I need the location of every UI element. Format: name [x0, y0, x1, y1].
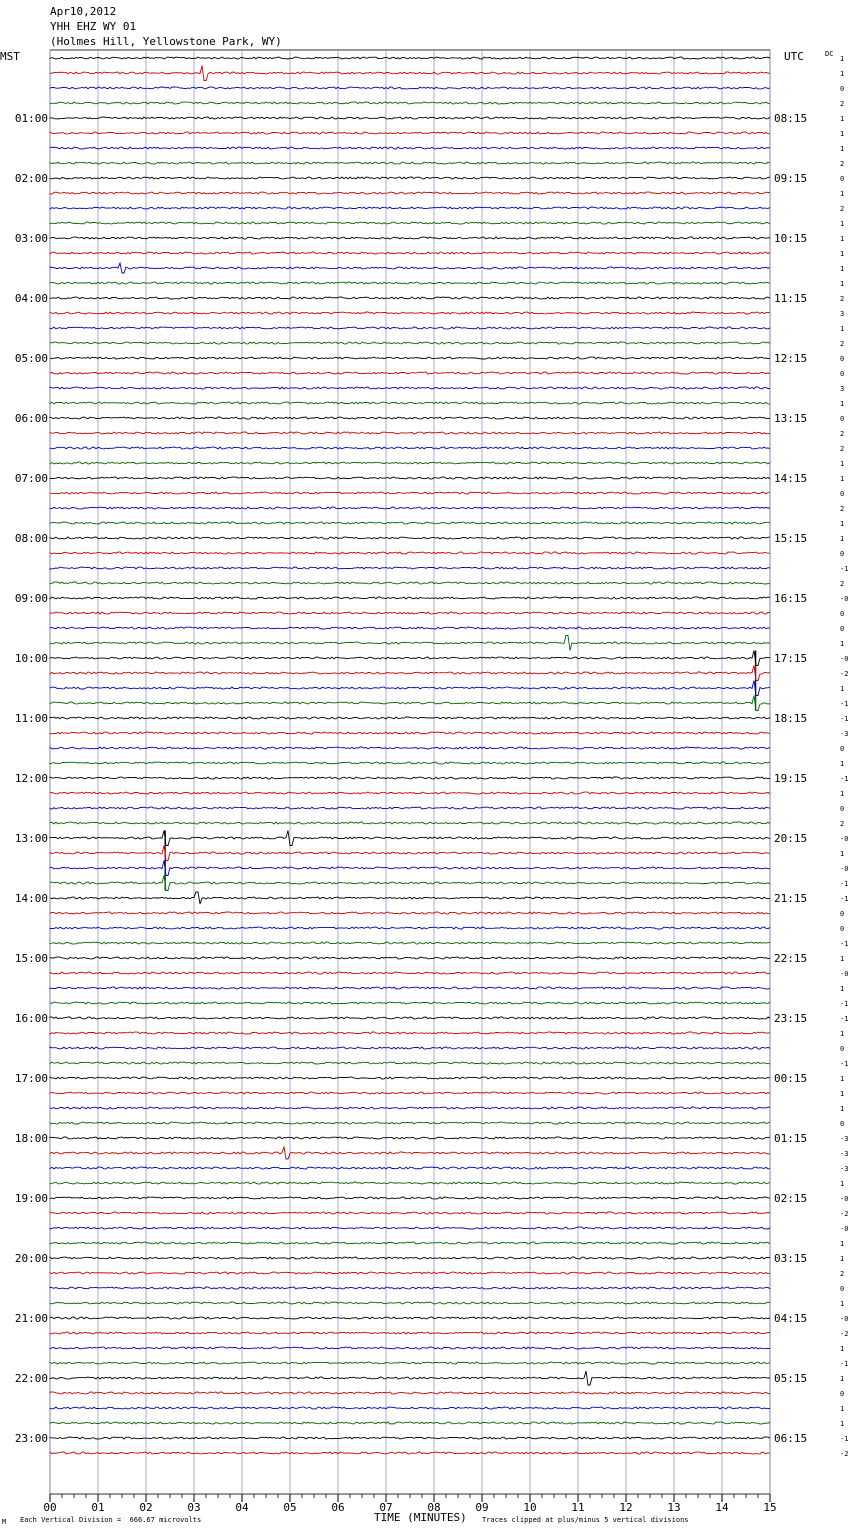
trace-line — [50, 846, 770, 861]
mst-hour-label: 23:00 — [14, 1432, 48, 1445]
trace-line — [50, 1287, 770, 1289]
dc-offset-label: -2 — [840, 1450, 849, 1458]
trace-line — [50, 1257, 770, 1259]
utc-hour-label: 03:15 — [774, 1252, 808, 1265]
dc-offset-label: 1 — [840, 790, 845, 798]
trace-line — [50, 1362, 770, 1364]
x-tick-label: 02 — [139, 1501, 153, 1514]
trace-line — [50, 417, 770, 419]
trace-line — [50, 861, 770, 876]
dc-offset-label: 0 — [840, 85, 845, 93]
utc-hour-label: 20:15 — [774, 832, 808, 845]
mst-hour-label: 21:00 — [14, 1312, 48, 1325]
dc-offset-label: 1 — [840, 535, 845, 543]
trace-line — [50, 1212, 770, 1214]
trace-line — [50, 1107, 770, 1109]
dc-offset-label: 0 — [840, 925, 845, 933]
dc-offset-label: 1 — [840, 265, 845, 273]
dc-offset-label: 0 — [840, 415, 845, 423]
dc-offset-label: 1 — [840, 1240, 845, 1248]
x-tick-label: 14 — [715, 1501, 729, 1514]
trace-line — [50, 876, 770, 891]
mst-hour-label: 13:00 — [14, 832, 48, 845]
dc-offset-label: 0 — [840, 805, 845, 813]
trace-line — [50, 1422, 770, 1424]
mst-hour-label: 05:00 — [14, 352, 48, 365]
dc-offset-label: 0 — [840, 550, 845, 558]
dc-offset-label: -1 — [840, 1060, 849, 1068]
dc-offset-label: -1 — [840, 940, 849, 948]
dc-offset-label: -0 — [840, 835, 849, 843]
utc-hour-label: 19:15 — [774, 772, 808, 785]
trace-line — [50, 312, 770, 314]
trace-line — [50, 177, 770, 179]
trace-line — [50, 552, 770, 554]
trace-line — [50, 1077, 770, 1079]
x-tick-label: 15 — [763, 1501, 777, 1514]
trace-line — [50, 66, 770, 81]
dc-offset-label: -2 — [840, 1330, 849, 1338]
trace-line — [50, 927, 770, 929]
dc-offset-label: 1 — [840, 460, 845, 468]
trace-line — [50, 372, 770, 374]
trace-line — [50, 792, 770, 794]
trace-line — [50, 522, 770, 524]
utc-hour-label: 02:15 — [774, 1192, 808, 1205]
trace-line — [50, 666, 770, 681]
trace-line — [50, 162, 770, 164]
x-tick-label: 06 — [331, 1501, 345, 1514]
x-tick-label: 09 — [475, 1501, 489, 1514]
trace-line — [50, 1242, 770, 1244]
trace-line — [50, 207, 770, 209]
trace-line — [50, 462, 770, 464]
dc-offset-label: -1 — [840, 1000, 849, 1008]
dc-offset-label: 1 — [840, 1300, 845, 1308]
dc-offset-label: 0 — [840, 175, 845, 183]
dc-offset-label: 1 — [840, 55, 845, 63]
dc-offset-label: 1 — [840, 985, 845, 993]
utc-hour-label: 23:15 — [774, 1012, 808, 1025]
x-tick-label: 03 — [187, 1501, 201, 1514]
plot-date: Apr10,2012 — [50, 5, 117, 18]
trace-line — [50, 762, 770, 764]
dc-offset-label: 1 — [840, 70, 845, 78]
dc-offset-label: 2 — [840, 340, 845, 348]
dc-offset-label: -0 — [840, 865, 849, 873]
corner-mark: M — [2, 1518, 7, 1526]
dc-offset-label: 0 — [840, 1120, 845, 1128]
trace-line — [50, 972, 770, 974]
trace-line — [50, 1047, 770, 1049]
station-location: (Holmes Hill, Yellowstone Park, WY) — [50, 35, 282, 48]
trace-line — [50, 747, 770, 749]
mst-hour-label: 20:00 — [14, 1252, 48, 1265]
dc-offset-label: 2 — [840, 505, 845, 513]
trace-line — [50, 1062, 770, 1064]
trace-line — [50, 147, 770, 149]
plot-frame — [50, 50, 770, 1494]
dc-offset-label: -0 — [840, 1225, 849, 1233]
dc-offset-label: -1 — [840, 715, 849, 723]
trace-line — [50, 357, 770, 359]
trace-line — [50, 681, 770, 696]
utc-hour-label: 09:15 — [774, 172, 808, 185]
dc-offset-label: 1 — [840, 130, 845, 138]
dc-offset-label: 1 — [840, 280, 845, 288]
trace-line — [50, 447, 770, 449]
dc-offset-label: -0 — [840, 970, 849, 978]
trace-line — [50, 57, 770, 59]
left-zone-label: MST — [0, 50, 20, 63]
trace-line — [50, 1407, 770, 1409]
mst-hour-label: 04:00 — [14, 292, 48, 305]
trace-line — [50, 1272, 770, 1274]
utc-hour-label: 18:15 — [774, 712, 808, 725]
dc-offset-label: 1 — [840, 955, 845, 963]
trace-line — [50, 87, 770, 89]
dc-offset-label: -3 — [840, 1150, 849, 1158]
trace-line — [50, 297, 770, 299]
dc-offset-label: 1 — [840, 1420, 845, 1428]
x-tick-label: 13 — [667, 1501, 681, 1514]
dc-offset-label: -0 — [840, 1315, 849, 1323]
trace-line — [50, 1371, 770, 1385]
dc-offset-label: 3 — [840, 310, 845, 318]
x-tick-label: 00 — [43, 1501, 57, 1514]
dc-offset-label: 1 — [840, 1075, 845, 1083]
mst-hour-label: 14:00 — [14, 892, 48, 905]
dc-offset-label: 2 — [840, 295, 845, 303]
dc-offset-label: 2 — [840, 205, 845, 213]
dc-offset-label: 0 — [840, 625, 845, 633]
trace-line — [50, 327, 770, 329]
trace-line — [50, 1317, 770, 1319]
trace-line — [50, 717, 770, 719]
dc-offset-label: 1 — [840, 1180, 845, 1188]
dc-offset-label: 2 — [840, 160, 845, 168]
trace-line — [50, 477, 770, 479]
x-tick-label: 04 — [235, 1501, 249, 1514]
dc-offset-label: 1 — [840, 145, 845, 153]
dc-offset-label: 1 — [840, 1375, 845, 1383]
dc-offset-label: 3 — [840, 385, 845, 393]
dc-offset-label: 1 — [840, 1345, 845, 1353]
trace-line — [50, 1347, 770, 1349]
dc-offset-label: -2 — [840, 1210, 849, 1218]
trace-line — [50, 222, 770, 224]
trace-line — [50, 1437, 770, 1439]
trace-line — [50, 987, 770, 989]
trace-line — [50, 507, 770, 509]
utc-hour-label: 11:15 — [774, 292, 808, 305]
trace-line — [50, 1392, 770, 1394]
mst-hour-label: 03:00 — [14, 232, 48, 245]
trace-line — [50, 1032, 770, 1034]
dc-offset-label: -1 — [840, 1015, 849, 1023]
mst-hour-label: 09:00 — [14, 592, 48, 605]
trace-line — [50, 1017, 770, 1019]
utc-hour-label: 01:15 — [774, 1132, 808, 1145]
dc-offset-label: -1 — [840, 700, 849, 708]
utc-hour-label: 00:15 — [774, 1072, 808, 1085]
station-code: YHH EHZ WY 01 — [50, 20, 137, 33]
right-zone-label: UTC — [784, 50, 804, 63]
trace-line — [50, 957, 770, 959]
trace-line — [50, 1197, 770, 1199]
dc-offset-label: 0 — [840, 370, 845, 378]
dc-offset-label: 0 — [840, 1285, 845, 1293]
trace-line — [50, 636, 770, 651]
trace-line — [50, 912, 770, 914]
trace-line — [50, 696, 770, 711]
trace-line — [50, 1092, 770, 1094]
trace-line — [50, 263, 770, 273]
x-tick-label: 01 — [91, 1501, 105, 1514]
trace-line — [50, 117, 770, 119]
dc-offset-label: 1 — [840, 1030, 845, 1038]
x-tick-label: 12 — [619, 1501, 633, 1514]
dc-offset-label: 0 — [840, 490, 845, 498]
dc-offset-label: 2 — [840, 100, 845, 108]
dc-offset-label: -1 — [840, 1435, 849, 1443]
dc-offset-label: 0 — [840, 355, 845, 363]
dc-offset-label: 2 — [840, 820, 845, 828]
trace-line — [50, 1167, 770, 1169]
dc-offset-label: -0 — [840, 1195, 849, 1203]
trace-line — [50, 1137, 770, 1139]
trace-line — [50, 342, 770, 344]
trace-line — [50, 567, 770, 569]
trace-line — [50, 387, 770, 389]
utc-hour-label: 13:15 — [774, 412, 808, 425]
utc-hour-label: 16:15 — [774, 592, 808, 605]
x-tick-label: 07 — [379, 1501, 393, 1514]
clip-note: Traces clipped at plus/minus 5 vertical divisions — [482, 1516, 689, 1524]
dc-offset-label: 1 — [840, 850, 845, 858]
utc-hour-label: 08:15 — [774, 112, 808, 125]
dc-offset-label: -1 — [840, 565, 849, 573]
dc-offset-label: 1 — [840, 220, 845, 228]
trace-line — [50, 1122, 770, 1124]
dc-offset-label: 1 — [840, 235, 845, 243]
dc-offset-label: -1 — [840, 1360, 849, 1368]
trace-line — [50, 1182, 770, 1184]
scale-note: Each Vertical Division = 666.67 microvolts — [20, 1516, 202, 1524]
trace-line — [50, 777, 770, 779]
dc-offset-label: -2 — [840, 670, 849, 678]
dc-offset-label: -3 — [840, 1135, 849, 1143]
dc-header: DC — [825, 50, 834, 58]
trace-line — [50, 831, 770, 846]
mst-hour-label: 02:00 — [14, 172, 48, 185]
mst-hour-label: 07:00 — [14, 472, 48, 485]
mst-hour-label: 17:00 — [14, 1072, 48, 1085]
trace-line — [50, 822, 770, 824]
dc-offset-label: -1 — [840, 895, 849, 903]
dc-offset-label: 2 — [840, 445, 845, 453]
trace-line — [50, 807, 770, 809]
mst-hour-label: 18:00 — [14, 1132, 48, 1145]
trace-line — [50, 1147, 770, 1159]
trace-line — [50, 132, 770, 134]
utc-hour-label: 12:15 — [774, 352, 808, 365]
trace-line — [50, 612, 770, 614]
dc-offset-label: 1 — [840, 475, 845, 483]
trace-line — [50, 252, 770, 254]
dc-offset-label: 1 — [840, 115, 845, 123]
utc-hour-label: 10:15 — [774, 232, 808, 245]
trace-line — [50, 402, 770, 404]
x-tick-label: 11 — [571, 1501, 585, 1514]
mst-hour-label: 19:00 — [14, 1192, 48, 1205]
trace-line — [50, 942, 770, 944]
mst-hour-label: 12:00 — [14, 772, 48, 785]
mst-hour-label: 10:00 — [14, 652, 48, 665]
dc-offset-label: 1 — [840, 1090, 845, 1098]
trace-line — [50, 892, 770, 904]
mst-hour-label: 11:00 — [14, 712, 48, 725]
x-tick-label: 10 — [523, 1501, 537, 1514]
mst-hour-label: 16:00 — [14, 1012, 48, 1025]
trace-line — [50, 237, 770, 239]
dc-offset-label: -0 — [840, 655, 849, 663]
mst-hour-label: 08:00 — [14, 532, 48, 545]
dc-offset-label: 1 — [840, 325, 845, 333]
mst-hour-label: 06:00 — [14, 412, 48, 425]
dc-offset-label: 1 — [840, 1105, 845, 1113]
dc-offset-label: 1 — [840, 685, 845, 693]
dc-offset-label: 1 — [840, 520, 845, 528]
trace-line — [50, 102, 770, 104]
dc-offset-label: 0 — [840, 610, 845, 618]
trace-line — [50, 1002, 770, 1004]
mst-hour-label: 15:00 — [14, 952, 48, 965]
dc-offset-label: -0 — [840, 595, 849, 603]
dc-offset-label: -3 — [840, 1165, 849, 1173]
utc-hour-label: 06:15 — [774, 1432, 808, 1445]
trace-line — [50, 1227, 770, 1229]
x-tick-label: 08 — [427, 1501, 441, 1514]
trace-line — [50, 1332, 770, 1334]
dc-offset-label: 1 — [840, 1405, 845, 1413]
utc-hour-label: 05:15 — [774, 1372, 808, 1385]
utc-hour-label: 17:15 — [774, 652, 808, 665]
trace-line — [50, 627, 770, 629]
dc-offset-label: -3 — [840, 730, 849, 738]
dc-offset-label: -1 — [840, 775, 849, 783]
dc-offset-label: 0 — [840, 1045, 845, 1053]
dc-offset-label: 2 — [840, 580, 845, 588]
utc-hour-label: 15:15 — [774, 532, 808, 545]
dc-offset-label: 0 — [840, 910, 845, 918]
trace-line — [50, 282, 770, 284]
dc-offset-label: 1 — [840, 190, 845, 198]
trace-line — [50, 651, 770, 666]
utc-hour-label: 21:15 — [774, 892, 808, 905]
trace-line — [50, 1452, 770, 1454]
trace-line — [50, 537, 770, 539]
x-tick-label: 05 — [283, 1501, 297, 1514]
utc-hour-label: 14:15 — [774, 472, 808, 485]
dc-offset-label: 2 — [840, 1270, 845, 1278]
trace-line — [50, 432, 770, 434]
trace-line — [50, 1302, 770, 1304]
dc-offset-label: -1 — [840, 880, 849, 888]
dc-offset-label: 1 — [840, 1255, 845, 1263]
trace-line — [50, 597, 770, 599]
dc-offset-label: 0 — [840, 1390, 845, 1398]
utc-hour-label: 04:15 — [774, 1312, 808, 1325]
trace-line — [50, 492, 770, 494]
dc-offset-label: 1 — [840, 400, 845, 408]
mst-hour-label: 01:00 — [14, 112, 48, 125]
dc-offset-label: 2 — [840, 430, 845, 438]
dc-offset-label: 1 — [840, 640, 845, 648]
x-axis-title: TIME (MINUTES) — [374, 1511, 467, 1524]
dc-offset-label: 1 — [840, 250, 845, 258]
trace-line — [50, 582, 770, 584]
utc-hour-label: 22:15 — [774, 952, 808, 965]
trace-line — [50, 732, 770, 734]
trace-line — [50, 192, 770, 194]
dc-offset-label: 1 — [840, 760, 845, 768]
dc-offset-label: 0 — [840, 745, 845, 753]
mst-hour-label: 22:00 — [14, 1372, 48, 1385]
